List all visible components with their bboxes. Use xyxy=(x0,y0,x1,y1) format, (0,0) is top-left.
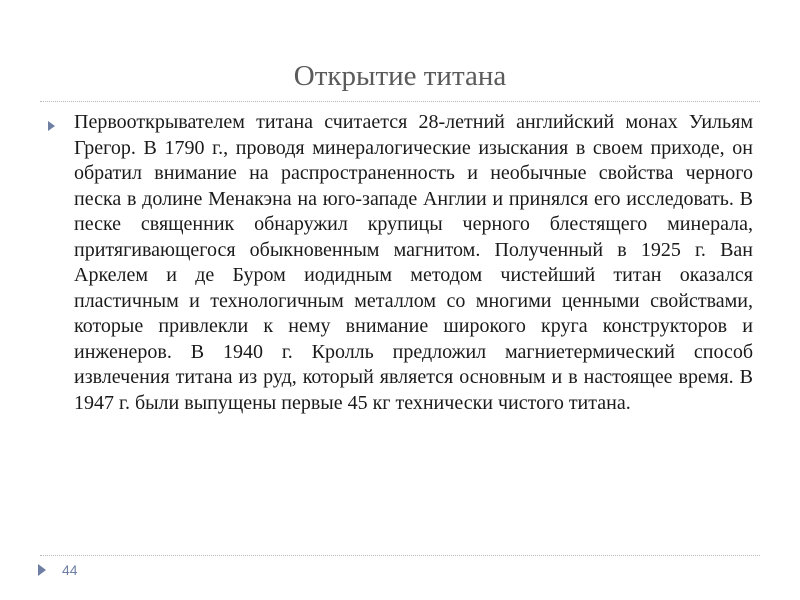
page-number: 44 xyxy=(62,562,78,578)
footer-divider xyxy=(40,555,760,556)
title-divider xyxy=(40,101,760,102)
triangle-footer-icon xyxy=(38,564,46,576)
slide-title: Открытие титана xyxy=(293,60,507,92)
body-paragraph: Первооткрывателем титана считается 28-летний английский монах Уильям Грегор. В 1790 г., проводя минералогические изыскания в своем приходе, он обратил внимание на распространенность и необычные свойства черного песка в долине Менакэна на юго-западе Англии и принялся его исследовать. В песке священник обнаружил крупицы черного блестящего минерала, притягивающегося обыкновенным магнитом. Полученный в 1925 г. Ван Аркелем и де Буром иодидным методом чистейший титан оказался пластичным и технологичным металлом со многими ценными свойствами, которые привлекли к нему внимание широкого круга конструкторов и инженеров. В 1940 г. Кролль предложил магниетермический способ извлечения титана из руд, который является основным и в настоящее время. В 1947 г. были выпущены первые 45 кг технически чистого титана. xyxy=(74,111,753,414)
triangle-bullet-icon xyxy=(48,121,55,131)
